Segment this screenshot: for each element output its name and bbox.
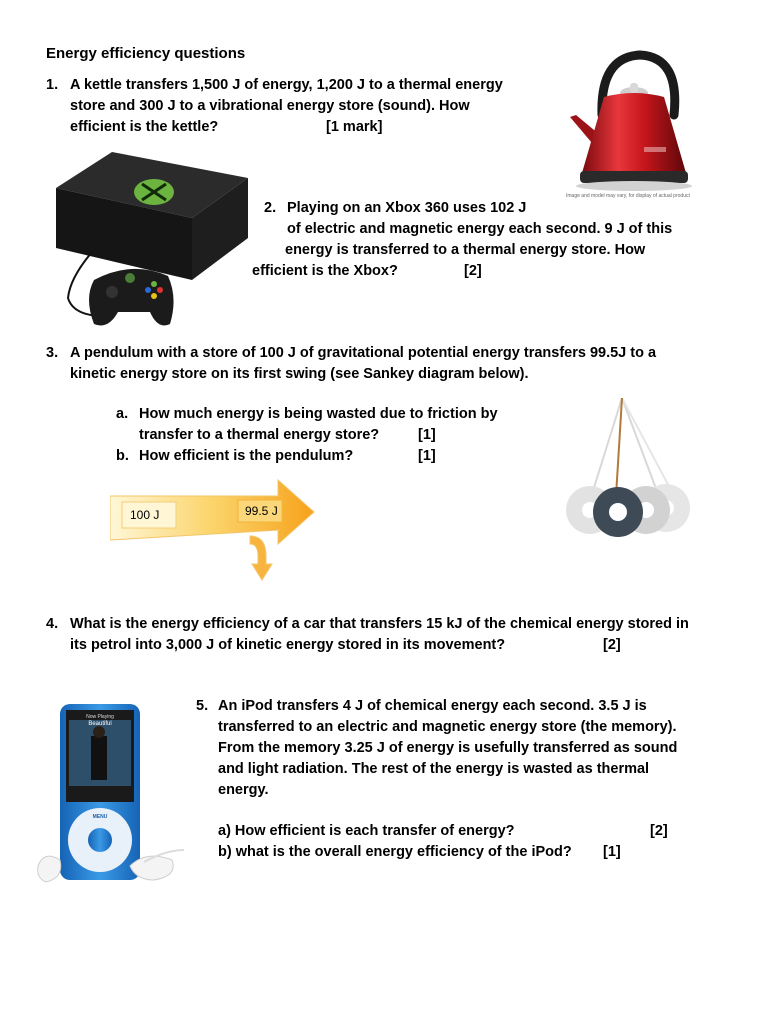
question-text-line: its petrol into 3,000 J of kinetic energy stored in its movement? bbox=[70, 637, 506, 653]
ipod-image bbox=[36, 700, 186, 890]
marks-label: [1] bbox=[418, 427, 436, 443]
question-text-line: store and 300 J to a vibrational energy store (sound). How bbox=[70, 98, 470, 114]
question-text-line: Playing on an Xbox 360 uses 102 J bbox=[287, 200, 527, 216]
sub-question-label: b. bbox=[116, 448, 129, 464]
question-text-line: and light radiation. The rest of the energy is wasted as thermal bbox=[218, 761, 650, 777]
marks-label: [2] bbox=[603, 637, 621, 653]
marks-label: [1 mark] bbox=[326, 119, 383, 135]
marks-label: [2] bbox=[464, 263, 482, 279]
sub-question-label: a. bbox=[116, 406, 129, 422]
question-number: 2. bbox=[264, 200, 277, 216]
sankey-input-label: 100 J bbox=[130, 508, 160, 522]
ipod-wheel-menu-label: MENU bbox=[92, 814, 108, 820]
marks-label: [1] bbox=[418, 448, 436, 464]
question-number: 3. bbox=[46, 345, 59, 361]
question-text-line: energy. bbox=[218, 782, 269, 798]
ipod-screen-header: Now Playing bbox=[86, 714, 114, 720]
page-title: Energy efficiency questions bbox=[46, 45, 246, 62]
question-text-line: efficient is the kettle? bbox=[70, 119, 219, 135]
question-text-line: energy is transferred to a thermal energy store. How bbox=[285, 242, 646, 258]
sub-question-text-line: a) How efficient is each transfer of energy? bbox=[218, 823, 515, 839]
question-text-line: From the memory 3.25 J of energy is usefully transferred as sound bbox=[218, 740, 678, 756]
sankey-diagram bbox=[110, 478, 318, 582]
question-text-line: An iPod transfers 4 J of chemical energy each second. 3.5 J is bbox=[218, 698, 647, 714]
sankey-waste-arrow bbox=[250, 536, 272, 580]
question-text-line: A pendulum with a store of 100 J of gravitational potential energy transfers 99.5J to a bbox=[70, 345, 657, 361]
kettle-image bbox=[562, 45, 712, 205]
ipod-screen-song: Beautiful bbox=[88, 721, 112, 727]
question-number: 5. bbox=[196, 698, 209, 714]
sankey-output-label: 99.5 J bbox=[245, 504, 278, 518]
sub-question-text-line: How efficient is the pendulum? bbox=[139, 448, 354, 464]
question-number: 4. bbox=[46, 616, 59, 632]
marks-label: [2] bbox=[650, 823, 668, 839]
sub-question-text-line: b) what is the overall energy efficiency of the iPod? bbox=[218, 844, 572, 860]
sub-question-text-line: transfer to a thermal energy store? bbox=[139, 427, 380, 443]
xbox-image bbox=[52, 148, 252, 333]
question-number: 1. bbox=[46, 77, 59, 93]
pendulum-image bbox=[562, 398, 692, 543]
sub-question-text-line: How much energy is being wasted due to friction by bbox=[139, 406, 498, 422]
question-text-line: kinetic energy store on its first swing (see Sankey diagram below). bbox=[70, 366, 529, 382]
marks-label: [1] bbox=[603, 844, 621, 860]
question-text-line: What is the energy efficiency of a car that transfers 15 kJ of the chemical energy stored in bbox=[70, 616, 689, 632]
question-text-line: transferred to an electric and magnetic energy store (the memory). bbox=[218, 719, 677, 735]
question-text-line: of electric and magnetic energy each second. 9 J of this bbox=[287, 221, 673, 237]
kettle-caption: Image and model may vary, for display of actual product bbox=[566, 193, 690, 199]
question-text-line: A kettle transfers 1,500 J of energy, 1,200 J to a thermal energy bbox=[70, 77, 503, 93]
question-text-line: efficient is the Xbox? bbox=[252, 263, 398, 279]
